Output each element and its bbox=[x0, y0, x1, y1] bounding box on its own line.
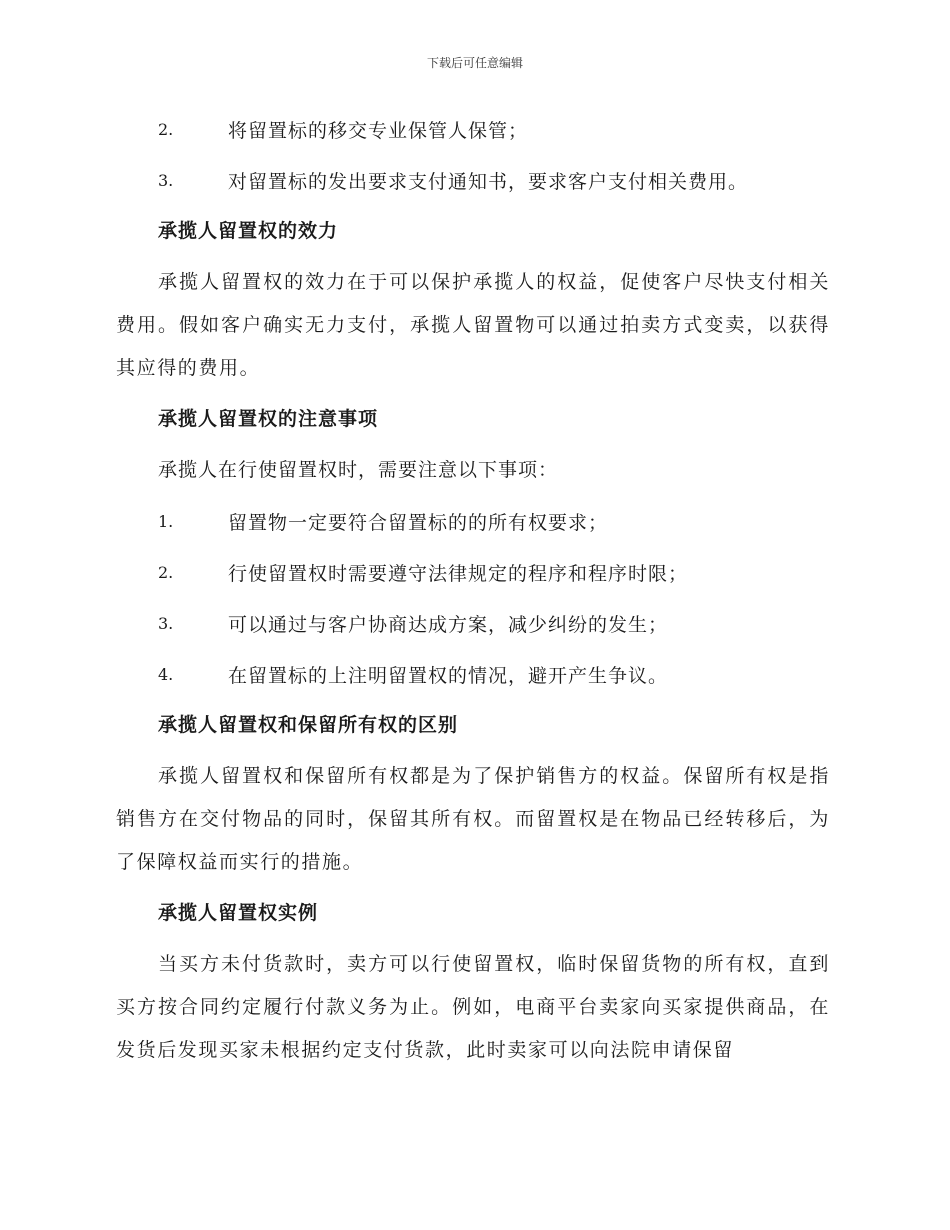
list-text: 可以通过与客户协商达成方案，减少纠纷的发生； bbox=[228, 614, 669, 636]
list-text: 在留置标的上注明留置权的情况，避开产生争议。 bbox=[228, 665, 669, 687]
list-item bbox=[116, 547, 830, 598]
list-number: 1. bbox=[158, 512, 174, 531]
notes-intro: 承揽人在行使留置权时，需要注意以下事项： bbox=[158, 459, 559, 481]
paragraph-example: 当买方未付货款时，卖方可以行使留置权，临时保留货物的所有权，直到买方按合同约定履行付款义务为止。例如，电商平台卖家向买家提供商品，在发货后发现买家未根据约定支付货款，此时卖家可以向法院申请保留 bbox=[116, 953, 830, 1061]
list-item bbox=[116, 649, 830, 700]
list-text: 将留置标的移交专业保管人保管； bbox=[228, 120, 529, 142]
list-number: 2. bbox=[158, 563, 174, 582]
paragraph-difference: 承揽人留置权和保留所有权都是为了保护销售方的权益。保留所有权是指销售方在交付物品的同时，保留其所有权。而留置权是在物品已经转移后，为了保障权益而实行的措施。 bbox=[116, 765, 830, 873]
list-item bbox=[116, 155, 830, 206]
list-number: 3. bbox=[158, 614, 174, 633]
list-item bbox=[116, 598, 830, 649]
list-text: 行使留置权时需要遵守法律规定的程序和程序时限； bbox=[228, 563, 689, 585]
list-item bbox=[116, 496, 830, 547]
list-number: 2. bbox=[158, 120, 174, 139]
list-text: 留置物一定要符合留置标的的所有权要求； bbox=[228, 512, 609, 534]
list-number: 4. bbox=[158, 665, 174, 684]
section-heading-effect: 承揽人留置权的效力 bbox=[158, 220, 339, 242]
page-header: 下载后可任意编辑 bbox=[426, 56, 523, 70]
document-body bbox=[116, 104, 830, 1076]
list-text: 对留置标的发出要求支付通知书，要求客户支付相关费用。 bbox=[228, 171, 749, 193]
list-number: 3. bbox=[158, 171, 174, 190]
list-item bbox=[116, 104, 830, 155]
paragraph-effect: 承揽人留置权的效力在于可以保护承揽人的权益，促使客户尽快支付相关费用。假如客户确实无力支付，承揽人留置物可以通过拍卖方式变卖，以获得其应得的费用。 bbox=[116, 271, 830, 379]
section-heading-example: 承揽人留置权实例 bbox=[158, 902, 319, 924]
section-heading-difference: 承揽人留置权和保留所有权的区别 bbox=[158, 714, 459, 736]
section-heading-notes: 承揽人留置权的注意事项 bbox=[158, 408, 379, 430]
